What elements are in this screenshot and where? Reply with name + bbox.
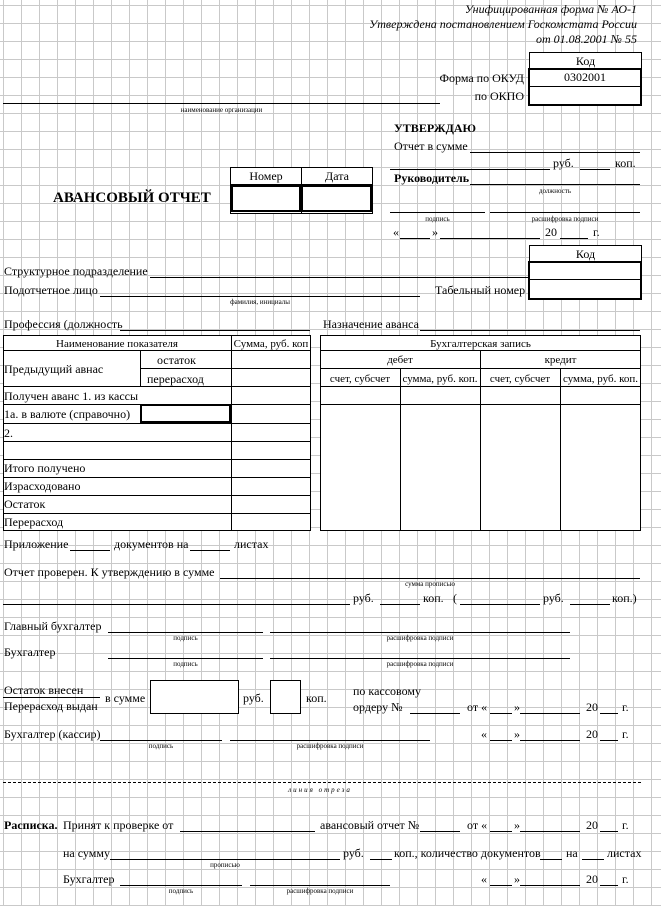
checked-paren-open: ( xyxy=(453,591,457,605)
accountant-decode-field[interactable] xyxy=(270,658,570,659)
overspend-label: перерасход xyxy=(147,372,204,386)
receipt-docs-count-field[interactable] xyxy=(540,859,562,860)
approve-month-field[interactable] xyxy=(440,238,540,239)
code-divider xyxy=(530,86,640,87)
dept-label: Структурное подразделение xyxy=(4,264,148,278)
head-decode-caption: расшифровка подписи xyxy=(531,215,599,223)
right-table-divider-1 xyxy=(400,368,401,531)
doc-number-field[interactable] xyxy=(231,185,301,212)
remainder-label: остаток xyxy=(157,353,196,367)
cash-quote-close: » xyxy=(514,700,520,714)
accountant-label: Бухгалтер xyxy=(4,645,56,659)
receipt-accepted-label: Принят к проверке от xyxy=(63,818,174,832)
head-position-caption: должность xyxy=(538,187,572,195)
receipt-bottom-year-suffix: г. xyxy=(622,872,629,886)
receipt-kop-count-label: коп., количество документов xyxy=(394,846,541,860)
approve-kop-label: коп. xyxy=(615,156,636,170)
over-label: Перерасход xyxy=(4,515,64,529)
balance-label: Остаток xyxy=(4,497,46,511)
attachment-label: Приложение xyxy=(4,537,69,551)
receipt-bottom-quote-close: » xyxy=(514,872,520,886)
approve-year-field[interactable] xyxy=(560,238,588,239)
currency-label: 1а. в валюте (справочно) xyxy=(4,407,131,421)
receipt-bottom-month-field[interactable] xyxy=(520,885,580,886)
chief-sign-field[interactable] xyxy=(108,632,263,633)
receipt-year-field[interactable] xyxy=(600,831,618,832)
approve-year-suffix: г. xyxy=(593,225,600,239)
accountant-sign-caption: подпись xyxy=(173,660,198,668)
receipt-decode-caption: расшифровка подписи xyxy=(286,887,354,895)
attachment-sheets-field[interactable] xyxy=(190,550,230,551)
cash-year-suffix: г. xyxy=(622,700,629,714)
cash-day-field[interactable] xyxy=(490,713,512,714)
cashier-quote-open: « xyxy=(481,727,487,741)
okud-value[interactable]: 0302001 xyxy=(564,70,606,84)
receipt-sum-field[interactable] xyxy=(110,859,340,860)
approve-quote-close: » xyxy=(432,225,438,239)
approve-quote-open: « xyxy=(393,225,399,239)
cash-order-line1: по кассовому xyxy=(353,684,421,698)
accountant-sign-field[interactable] xyxy=(108,658,263,659)
approve-kop-field[interactable] xyxy=(580,169,610,170)
checked-words-field[interactable] xyxy=(3,604,350,605)
receipt-sheets-label: листах xyxy=(607,846,642,860)
cashier-month-field[interactable] xyxy=(520,740,580,741)
person-code-box xyxy=(528,261,642,300)
received-label: Получен аванс 1. из кассы xyxy=(4,389,139,403)
left-row-line-5 xyxy=(3,459,311,460)
cashier-decode-field[interactable] xyxy=(230,740,430,741)
cut-line xyxy=(3,782,641,783)
cash-rub-label: руб. xyxy=(243,691,264,705)
receipt-bottom-quote-open: « xyxy=(481,872,487,886)
left-row-line-1 xyxy=(3,386,311,387)
receipt-report-label: авансовый отчет № xyxy=(320,818,420,832)
receipt-year-prefix: 20 xyxy=(586,818,598,832)
receipt-report-number-field[interactable] xyxy=(420,831,460,832)
organization-field[interactable] xyxy=(3,103,440,104)
checked-kop2-field[interactable] xyxy=(570,604,610,605)
approve-year-prefix: 20 xyxy=(545,225,557,239)
checked-label: Отчет проверен. К утверждению в сумме xyxy=(4,565,215,579)
form-header-line2: Утверждена постановлением Госкомстата России xyxy=(369,17,637,31)
document-title: АВАНСОВЫЙ ОТЧЕТ xyxy=(53,190,211,206)
person-name-field[interactable] xyxy=(100,296,420,297)
dept-field[interactable] xyxy=(150,277,528,278)
left-row-line-8 xyxy=(3,513,311,514)
receipt-title: Расписка. xyxy=(4,818,58,832)
receipt-month-field[interactable] xyxy=(520,831,580,832)
right-table-line-4 xyxy=(320,404,641,405)
doc-date-field[interactable] xyxy=(301,185,372,212)
head-label: Руководитель xyxy=(394,171,470,185)
okpo-label: по ОКПО xyxy=(474,89,524,103)
cashier-year-field[interactable] xyxy=(600,740,618,741)
checked-rub2-field[interactable] xyxy=(460,604,540,605)
organization-caption: наименование организации xyxy=(180,106,263,114)
cut-line-label: линия отреза xyxy=(288,786,352,794)
okud-label: Форма по ОКУД xyxy=(439,71,524,85)
left-table-col-divider xyxy=(231,335,232,531)
approve-rub-label: руб. xyxy=(553,156,574,170)
doc-date-label: Дата xyxy=(325,169,349,183)
purpose-field[interactable] xyxy=(420,330,640,331)
left-row-line-3 xyxy=(3,423,311,424)
approve-sum-label: Отчет в сумме xyxy=(394,139,468,153)
right-table-line-3 xyxy=(320,386,641,387)
credit-header: кредит xyxy=(544,354,577,366)
receipt-bottom-year-field[interactable] xyxy=(600,885,618,886)
receipt-decode-field[interactable] xyxy=(250,885,390,886)
person-name-caption: фамилия, инициалы xyxy=(230,298,290,306)
cashier-sign-field[interactable] xyxy=(100,740,222,741)
receipt-bottom-year-prefix: 20 xyxy=(586,872,598,886)
debit-account-header: счет, субсчет xyxy=(329,373,391,385)
approve-sum-field[interactable] xyxy=(470,152,640,153)
overspend-out-label: Перерасход выдан xyxy=(4,699,98,713)
receipt-from-date-label: от « xyxy=(467,818,488,832)
cashier-year-suffix: г. xyxy=(622,727,629,741)
cashier-decode-caption: расшифровка подписи xyxy=(296,742,364,750)
checked-rub2-label: руб. xyxy=(543,591,564,605)
cash-kop-field[interactable] xyxy=(270,680,301,714)
head-sign-caption: подпись xyxy=(425,215,450,223)
approve-sum-words-field[interactable] xyxy=(390,169,550,170)
chief-accountant-label: Главный бухгалтер xyxy=(4,619,102,633)
cashier-quote-close: » xyxy=(514,727,520,741)
item2-label: 2. xyxy=(4,426,13,440)
receipt-sheets-field[interactable] xyxy=(582,859,604,860)
tab-number-label: Табельный номер xyxy=(435,283,526,297)
checked-words-caption: сумма прописью xyxy=(405,580,455,588)
cash-year-field[interactable] xyxy=(600,713,618,714)
cash-year-prefix: 20 xyxy=(586,700,598,714)
receipt-quote-close: » xyxy=(514,818,520,832)
receipt-year-suffix: г. xyxy=(622,818,629,832)
head-position-field[interactable] xyxy=(470,184,640,185)
credit-sum-header: сумма, руб. коп. xyxy=(562,373,639,385)
right-table-divider-2 xyxy=(560,368,561,531)
head-decode-field[interactable] xyxy=(490,212,640,213)
currency-field[interactable] xyxy=(140,404,231,423)
attachment-docs-field[interactable] xyxy=(70,550,110,551)
receipt-sign-caption: подпись xyxy=(168,887,194,895)
left-row-line-7 xyxy=(3,495,311,496)
cash-order-number-field[interactable] xyxy=(410,713,460,714)
remainder-in-label: Остаток внесен xyxy=(4,683,84,697)
person-code-divider xyxy=(530,279,640,280)
receipt-words-caption: прописью xyxy=(210,861,240,869)
right-table-line-2 xyxy=(320,368,641,369)
cashier-day-field[interactable] xyxy=(490,740,512,741)
profession-field[interactable] xyxy=(120,330,310,331)
receipt-on-label: на xyxy=(566,846,578,860)
cash-month-field[interactable] xyxy=(520,713,580,714)
prev-advance-subline xyxy=(140,368,311,369)
receipt-sign-field[interactable] xyxy=(120,885,242,886)
checked-kop-label: коп. xyxy=(423,591,444,605)
person-code-header-label: Код xyxy=(575,247,596,261)
remainder-in-underline xyxy=(3,697,100,698)
checked-sum-field[interactable] xyxy=(220,578,640,579)
cashier-label: Бухгалтер (кассир) xyxy=(4,727,101,741)
cash-kop-label: коп. xyxy=(306,691,327,705)
receipt-rub-label: руб. xyxy=(343,846,364,860)
receipt-kop-field[interactable] xyxy=(370,859,392,860)
attachment-sheets-label: листах xyxy=(234,537,269,551)
chief-sign-caption: подпись xyxy=(173,634,198,642)
debit-sum-header: сумма, руб. коп. xyxy=(402,373,478,385)
left-table-col1-header: Наименование показателя xyxy=(56,338,178,350)
code-header-label: Код xyxy=(575,54,596,68)
form-header-line3: от 01.08.2001 № 55 xyxy=(536,32,637,46)
accountant-decode-caption: расшифровка подписи xyxy=(386,660,454,668)
accounting-entry-title: Бухгалтерская запись xyxy=(430,338,531,350)
profession-label: Профессия (должность xyxy=(4,317,123,331)
cashier-sign-caption: подпись xyxy=(148,742,174,750)
cashier-year-prefix: 20 xyxy=(586,727,598,741)
attachment-docs-on: документов на xyxy=(114,537,189,551)
checked-kop2-label: коп.) xyxy=(612,591,637,605)
chief-decode-field[interactable] xyxy=(270,632,570,633)
left-table-col2-header: Сумма, руб. коп xyxy=(233,338,309,350)
cash-from-label: от « xyxy=(467,700,488,714)
left-row-line-6 xyxy=(3,477,311,478)
chief-decode-caption: расшифровка подписи xyxy=(386,634,454,642)
left-row-line-4 xyxy=(3,441,311,442)
purpose-label: Назначение аванса xyxy=(323,317,419,331)
receipt-day-field[interactable] xyxy=(490,831,512,832)
cash-order-line2: ордеру № xyxy=(353,700,403,714)
receipt-from-field[interactable] xyxy=(180,831,315,832)
cash-rub-field[interactable] xyxy=(150,680,239,714)
debit-header: дебет xyxy=(387,354,413,366)
receipt-accountant-label: Бухгалтер xyxy=(63,872,115,886)
receipt-bottom-day-field[interactable] xyxy=(490,885,512,886)
checked-kop-field[interactable] xyxy=(380,604,420,605)
spent-label: Израсходовано xyxy=(4,479,81,493)
total-received-label: Итого получено xyxy=(4,461,86,475)
prev-advance-label: Предыдущий авнас xyxy=(4,362,104,376)
checked-rub-label: руб. xyxy=(353,591,374,605)
cash-in-sum-label: в сумме xyxy=(105,691,146,705)
doc-number-label: Номер xyxy=(249,169,283,183)
head-sign-field[interactable] xyxy=(390,212,485,213)
form-header-line1: Унифицированная форма № АО-1 xyxy=(464,2,637,16)
credit-account-header: счет, субсчет xyxy=(489,373,551,385)
person-label: Подотчетное лицо xyxy=(4,283,98,297)
approve-title: УТВЕРЖДАЮ xyxy=(394,121,477,135)
receipt-sum-label: на сумму xyxy=(63,846,110,860)
approve-day-field[interactable] xyxy=(400,238,430,239)
